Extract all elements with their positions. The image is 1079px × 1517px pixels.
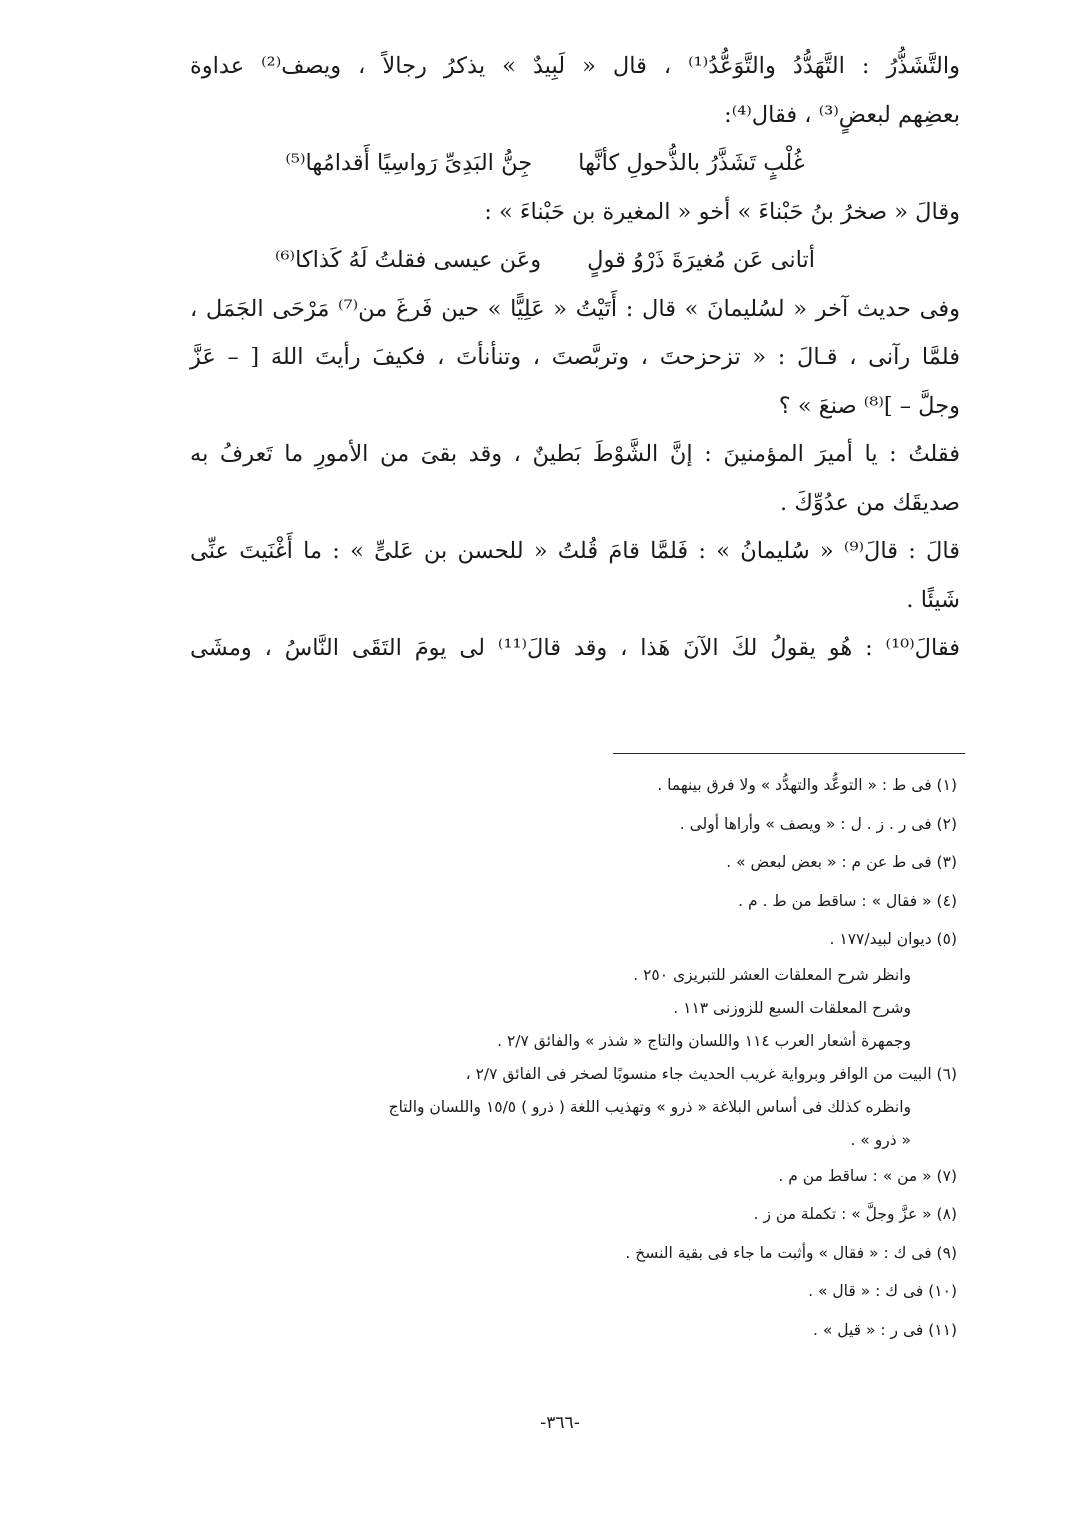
text-line: وفى حديث آخر « لسُليمانَ » قال : أَتَيْتُ « عَلِيًّا » حين فَرغَ من⁽⁷⁾ مَرْحَى الجَمَل ، [190, 295, 960, 322]
footnote-continuation: وشرح المعلقات السبع للزوزنى ١١٣ . [673, 998, 911, 1017]
text-line: فقالَ⁽¹⁰⁾ : هُو يقولُ لكَ الآنَ هَذا ، وقد قالَ⁽¹¹⁾ لى يومَ التَقَى النَّاسُ ، ومشَى [190, 635, 960, 661]
main-text [190, 42, 960, 673]
verse-first-hemistich: أتانى عَن مُغيرَةَ ذَرْوُ قولٍ [587, 247, 816, 273]
poem-verse [190, 236, 960, 285]
footnote: (٥) ديوان لبيد/١٧٧ . [829, 930, 957, 948]
poem-verse [190, 139, 960, 188]
text-line: شَيئًا . [906, 586, 960, 613]
verse-second-hemistich: وعَن عيسى فقلتُ لَهُ كَذاكا⁽⁶⁾ [274, 247, 542, 273]
footnote: (٩) فى ك : « فقال » وأثبت ما جاء فى بقية النسخ . [625, 1243, 957, 1262]
footnote: (١) فى ط : « التوعُّد والتهدُّد » ولا فرق بينهما . [657, 776, 957, 794]
footnote: (١١) فى ر : « قيل » . [812, 1320, 957, 1339]
text-line: صديقَك من عدُوِّكَ . [780, 489, 960, 516]
text-line: فقلتُ : يا أميرَ المؤمنينَ : إنَّ الشَّوْطَ بَطينٌ ، وقد بقىَ من الأمورِ ما تَعرفُ به [190, 441, 960, 467]
footnote: (١٠) فى ك : « قال » . [808, 1282, 957, 1300]
text-line: وجلَّ – ]⁽⁸⁾ صنعَ » ؟ [778, 392, 960, 419]
text-line: والتَّشَذُّرُ : التَّهَدُّدُ والتَّوَعُّدُ⁽¹⁾ ، قال « لَبِيدٌ » يذكرُ رجالاً ، ويصف⁽²⁾ عداوة [190, 53, 960, 79]
footnote-continuation: وجمهرة أشعار العرب ١١٤ واللسان والتاج « شذر » والفائق ٢/٧ . [497, 1031, 911, 1050]
footnote: (٧) « من » : ساقط من م . [778, 1166, 957, 1185]
text-line: قالَ : قالَ⁽⁹⁾ « سُليمانُ » : فَلمَّا قامَ قُلتُ « للحسن بن عَلىٍّ » : ما أَغْنَيتَ عنِّى [190, 538, 960, 564]
footnote-continuation: وانظر شرح المعلقات العشر للتبريزى ٢٥٠ . [633, 965, 911, 984]
footnote: (٣) فى ط عن م : « بعض لبعض » . [726, 853, 957, 871]
text-line: فلمَّا رآنى ، قـالَ : « تزحزحتَ ، وتربَّصتَ ، وتنأنأتَ ، فكيفَ رأيتَ اللهَ [ – عَزَّ [190, 344, 960, 370]
verse-first-hemistich: غُلْبٍ تَشَذَّرُ بالذُّحولِ كأنَّها [578, 150, 805, 176]
text-line: وقالَ « صخرُ بنُ حَبْناءَ » أخو « المغيرة بن حَبْناءَ » : [484, 198, 960, 225]
footnote: (٢) فى ر . ز . ل : « ويصف » وأراها أولى . [679, 814, 957, 833]
footnote-continuation: « ذرو » . [850, 1130, 911, 1149]
footnote: (٤) « فقال » : ساقط من ط . م . [738, 891, 957, 910]
footnote-continuation: وانظره كذلك فى أساس البلاغة « ذرو » وتهذيب اللغة ( ذرو ) ١٥/٥ واللسان والتاج [388, 1097, 911, 1116]
footnotes [177, 766, 957, 1349]
footnote: (٨) « عزَّ وجلَّ » : تكملة من ز . [753, 1205, 957, 1223]
page-number: -٣٦٦- [540, 1413, 580, 1433]
footnote-divider [613, 753, 965, 754]
text-line: بعضِهم لبعضٍ⁽³⁾ ، فقال⁽⁴⁾: [724, 101, 960, 128]
verse-second-hemistich: جِنُّ البَدِىِّ رَواسِيًا أَقدامُها⁽⁵⁾ [285, 150, 533, 176]
footnote: (٦) البيت من الوافر وبرواية غريب الحديث جاء منسوبًا لصخر فى الفائق ٢/٧ ، [465, 1064, 957, 1083]
